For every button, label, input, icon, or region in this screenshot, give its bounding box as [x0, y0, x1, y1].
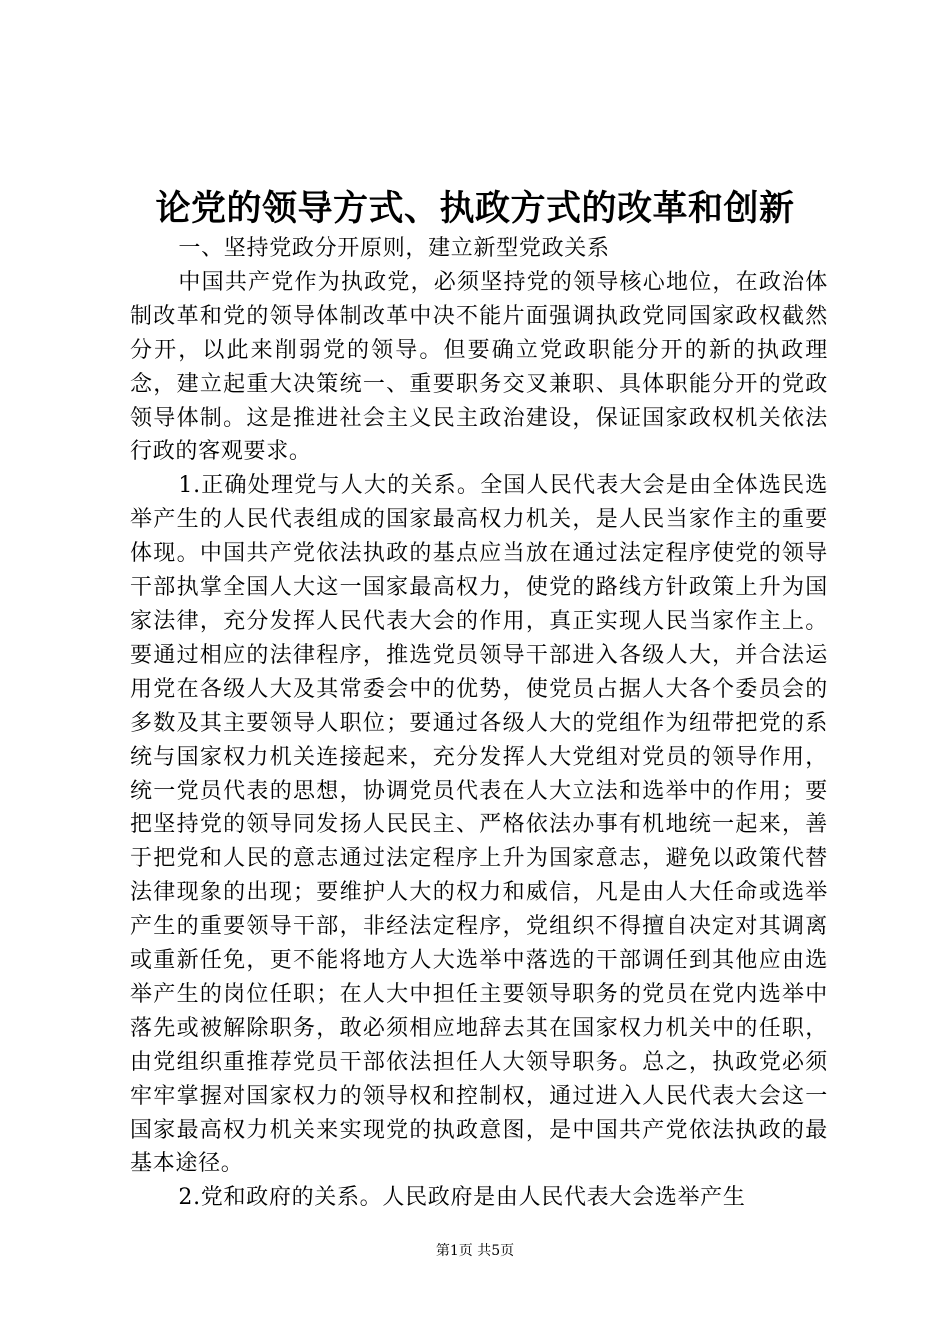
body-paragraph: 1.正确处理党与人大的关系。全国人民代表大会是由全体选民选举产生的人民代表组成的国家最高权力机关，是人民当家作主的重要体现。中国共产党依法执政的基点应当放在通过法定程序使党的领导干部执掌全国人大这一国家最高权力，使党的路线方针政策上升为国家法律，充分发挥人民代表大会的作用，真正实现人民当家作主上。要通过相应的法律程序，推选党员领导干部进入各级人大，并合法运用党在各级人大及其常委会中的优势，使党员占据人大各个委员会的多数及其主要领导人职位；要通过各级人大的党组作为纽带把党的系统与国家权力机关连接起来，充分发挥人大党组对党员的领导作用，统一党员代表的思想，协调党员代表在人大立法和选举中的作用；要把坚持党的领导同发扬人民民主、严格依法办事有机地统一起来，善于把党和人民的意志通过法定程序上升为国家意志，避免以政策代替法律现象的出现；要维护人大的权力和威信，凡是由人大任命或选举产生的重要领导干部，非经法定程序，党组织不得擅自决定对其调离或重新任免，更不能将地方人大选举中落选的干部调任到其他应由选举产生的岗位任职；在人大中担任主要领导职务的党员在党内选举中落先或被解除职务，敢必须相应地辞去其在国家权力机关中的任职，由党组织重推荐党员干部依法担任人大领导职务。总之，执政党必须牢牢掌握对国家权力的领导权和控制权，通过进入人民代表大会这一国家最高权力机关来实现党的执政意图，是中国共产党依法执政的最基本途径。: [130, 473, 828, 1177]
page-number-footer: 第1页 共5页: [435, 1243, 515, 1259]
body-paragraph: 2.党和政府的关系。人民政府是由人民代表大会选举产生: [178, 1185, 746, 1211]
document-title: 论党的领导方式、执政方式的改革和创新: [155, 189, 795, 229]
body-paragraph: 中国共产党作为执政党，必须坚持党的领导核心地位，在政治体制改革和党的领导体制改革中决不能片面强调执政党同国家政权截然分开，以此来削弱党的领导。但要确立党政职能分开的新的执政理念，建立起重大决策统一、重要职务交叉兼职、具体职能分开的党政领导体制。这是推进社会主义民主政治建设，保证国家政权机关依法行政的客观要求。: [130, 269, 828, 465]
section-heading: 一、坚持党政分开原则，建立新型党政关系: [178, 236, 610, 261]
document-body: [130, 232, 828, 1215]
